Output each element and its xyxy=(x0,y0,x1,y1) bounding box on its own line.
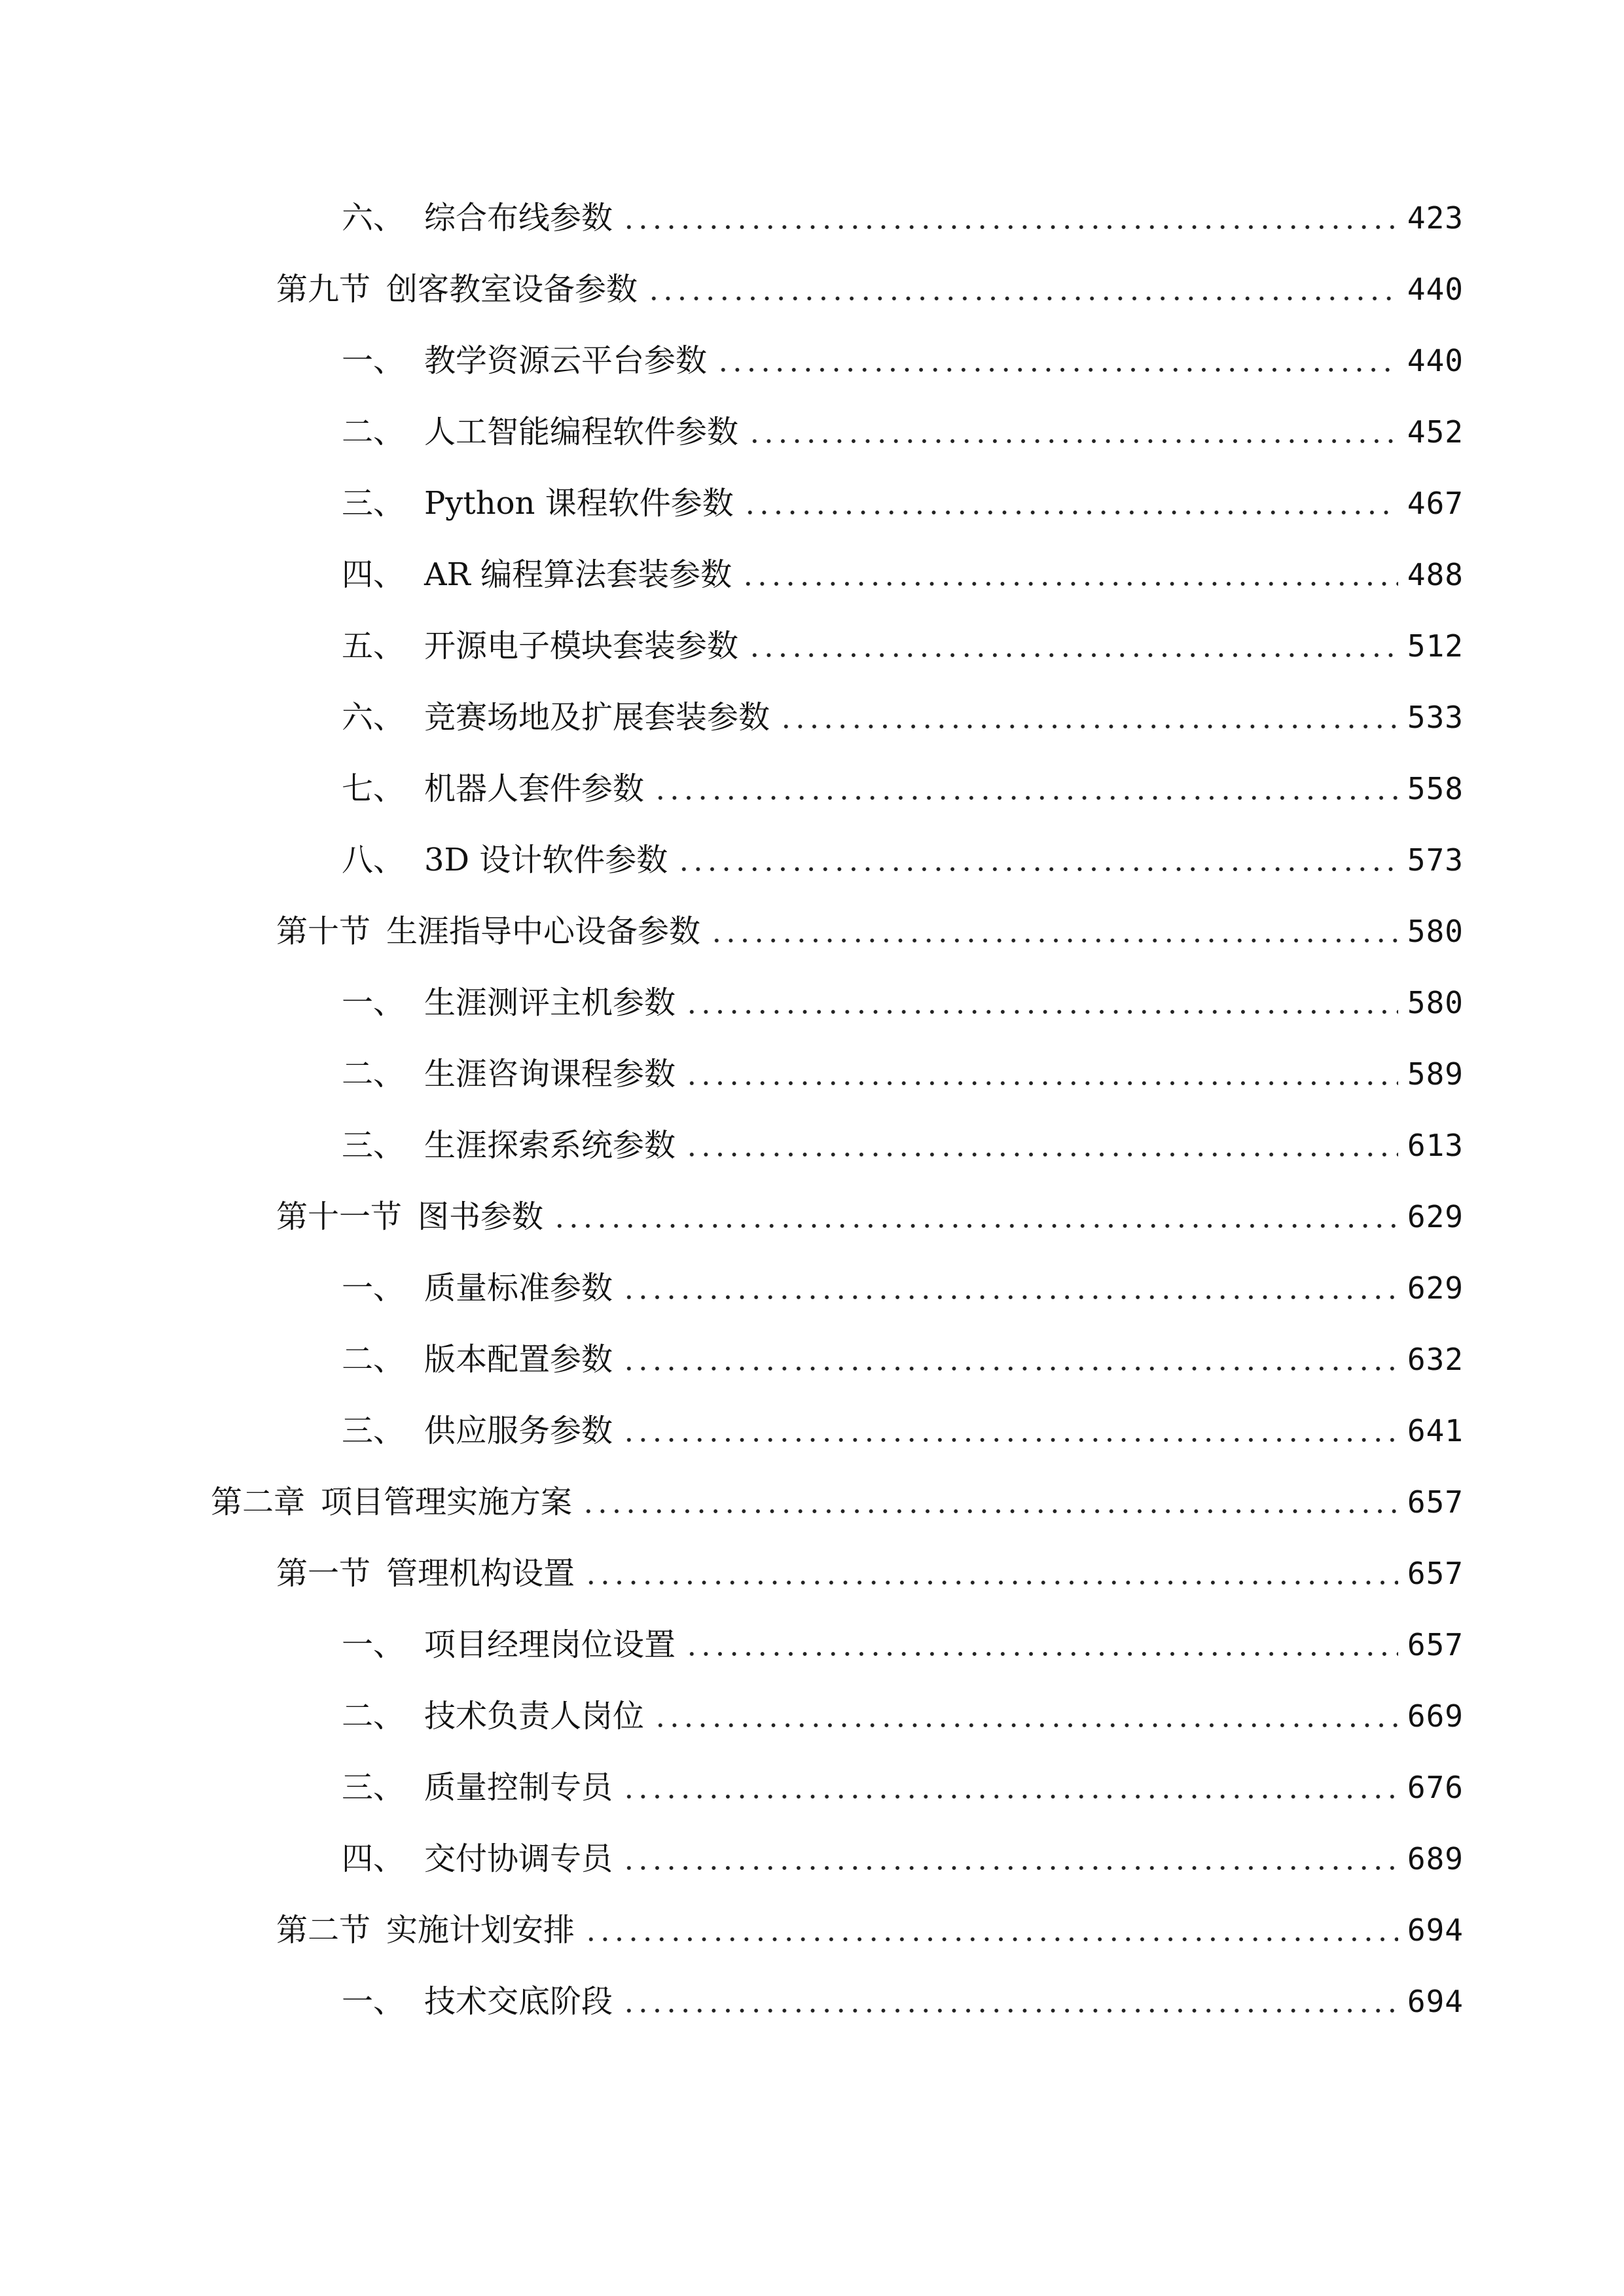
toc-entry-number: 二、 xyxy=(342,1698,405,1734)
toc-entry-title: AR 编程算法套装参数 xyxy=(424,556,732,593)
toc-entry[interactable] xyxy=(276,1191,1464,1243)
toc-dot-leader xyxy=(581,1509,1398,1514)
toc-entry-number: 六、 xyxy=(342,699,405,736)
toc-entry[interactable] xyxy=(342,834,1464,886)
toc-dot-leader xyxy=(647,296,1398,301)
toc-entry-title: 生涯测评主机参数 xyxy=(424,984,676,1021)
toc-dot-leader xyxy=(622,1366,1398,1371)
toc-entry-title: 生涯探索系统参数 xyxy=(424,1127,676,1164)
toc-dot-leader xyxy=(653,795,1398,800)
toc-dot-leader xyxy=(622,1865,1398,1871)
toc-entry-title: 版本配置参数 xyxy=(424,1341,613,1378)
toc-entry-number: 四、 xyxy=(342,1840,405,1877)
toc-entry[interactable] xyxy=(211,1476,1464,1528)
toc-entry-title: 竞赛场地及扩展套装参数 xyxy=(424,699,770,736)
toc-entry[interactable] xyxy=(342,1833,1464,1885)
toc-dot-leader xyxy=(622,224,1398,230)
toc-entry-title: 管理机构设置 xyxy=(386,1555,575,1592)
toc-entry-title: 图书参数 xyxy=(418,1198,544,1235)
toc-page-number: 573 xyxy=(1407,842,1464,878)
toc-dot-leader xyxy=(653,1723,1398,1728)
toc-dot-leader xyxy=(743,510,1398,515)
toc-page-number: 488 xyxy=(1407,557,1464,592)
toc-page-number: 694 xyxy=(1407,1984,1464,2019)
toc-entry[interactable] xyxy=(342,977,1464,1029)
toc-page-number: 657 xyxy=(1407,1484,1464,1520)
toc-dot-leader xyxy=(779,724,1398,729)
toc-page-number: 512 xyxy=(1407,628,1464,664)
toc-entry[interactable] xyxy=(342,620,1464,672)
toc-dot-leader xyxy=(741,581,1398,586)
toc-dot-leader xyxy=(622,1794,1398,1799)
toc-entry-title: 质量控制专员 xyxy=(424,1769,613,1806)
toc-entry-number: 三、 xyxy=(342,1127,405,1164)
toc-entry[interactable] xyxy=(342,1405,1464,1457)
toc-entry-title: 机器人套件参数 xyxy=(424,770,645,807)
toc-dot-leader xyxy=(552,1223,1398,1229)
toc-entry-title: 技术负责人岗位 xyxy=(424,1698,645,1734)
toc-dot-leader xyxy=(716,367,1398,372)
toc-entry-number: 三、 xyxy=(342,1412,405,1449)
toc-dot-leader xyxy=(685,1009,1398,1014)
toc-entry-number: 一、 xyxy=(342,984,405,1021)
toc-entry[interactable] xyxy=(342,548,1464,601)
toc-entry-title: 综合布线参数 xyxy=(424,200,613,236)
toc-page-number: 669 xyxy=(1407,1698,1464,1734)
toc-entry-number: 第十节 xyxy=(276,913,371,950)
toc-entry[interactable] xyxy=(342,1761,1464,1814)
toc-page-number: 629 xyxy=(1407,1199,1464,1234)
toc-entry-number: 第九节 xyxy=(276,271,371,308)
toc-page-number: 632 xyxy=(1407,1342,1464,1377)
toc-dot-leader xyxy=(685,1651,1398,1657)
toc-dot-leader xyxy=(622,1437,1398,1443)
toc-entry-number: 七、 xyxy=(342,770,405,807)
toc-dot-leader xyxy=(748,653,1398,658)
toc-entry-number: 三、 xyxy=(342,1769,405,1806)
toc-entry-number: 四、 xyxy=(342,556,405,593)
toc-entry[interactable] xyxy=(342,192,1464,244)
toc-dot-leader xyxy=(584,1937,1398,1942)
toc-entry-number: 五、 xyxy=(342,628,405,664)
toc-entry[interactable] xyxy=(342,1119,1464,1172)
toc-entry[interactable] xyxy=(342,762,1464,815)
toc-page-number: 533 xyxy=(1407,700,1464,735)
toc-entry[interactable] xyxy=(276,1904,1464,1956)
toc-entry-number: 二、 xyxy=(342,414,405,450)
toc-entry-title: 创客教室设备参数 xyxy=(386,271,638,308)
toc-dot-leader xyxy=(710,938,1398,943)
toc-entry-title: 教学资源云平台参数 xyxy=(424,342,708,379)
toc-page-number: 440 xyxy=(1407,343,1464,378)
toc-dot-leader xyxy=(748,439,1398,444)
toc-page-number: 657 xyxy=(1407,1556,1464,1591)
toc-entry[interactable] xyxy=(342,406,1464,458)
toc-entry[interactable] xyxy=(276,1547,1464,1600)
toc-entry-number: 一、 xyxy=(342,1626,405,1663)
toc-entry-title: 人工智能编程软件参数 xyxy=(424,414,739,450)
toc-entry-number: 第一节 xyxy=(276,1555,371,1592)
toc-page-number: 641 xyxy=(1407,1413,1464,1448)
toc-entry-title: 生涯咨询课程参数 xyxy=(424,1056,676,1092)
toc-entry-title: 开源电子模块套装参数 xyxy=(424,628,739,664)
toc-entry-title: 3D 设计软件参数 xyxy=(424,842,668,878)
toc-entry-title: 项目管理实施方案 xyxy=(321,1484,573,1520)
toc-page-number: 689 xyxy=(1407,1841,1464,1876)
toc-page-number: 467 xyxy=(1407,486,1464,521)
toc-entry-number: 一、 xyxy=(342,1983,405,2020)
toc-entry[interactable] xyxy=(276,905,1464,958)
toc-entry-title: 实施计划安排 xyxy=(386,1912,575,1948)
toc-page-number: 694 xyxy=(1407,1912,1464,1948)
toc-entry[interactable] xyxy=(342,334,1464,387)
toc-page-number: 452 xyxy=(1407,414,1464,450)
toc-entry-title: 质量标准参数 xyxy=(424,1270,613,1306)
toc-page-number: 580 xyxy=(1407,985,1464,1020)
toc-page-number: 676 xyxy=(1407,1770,1464,1805)
toc-entry-title: 供应服务参数 xyxy=(424,1412,613,1449)
toc-page-number: 580 xyxy=(1407,914,1464,949)
toc-entry[interactable] xyxy=(342,477,1464,529)
toc-entry-number: 三、 xyxy=(342,485,405,522)
toc-page-number: 613 xyxy=(1407,1128,1464,1163)
toc-entry-title: 项目经理岗位设置 xyxy=(424,1626,676,1663)
toc-entry-number: 二、 xyxy=(342,1341,405,1378)
toc-entry-title: 交付协调专员 xyxy=(424,1840,613,1877)
toc-dot-leader xyxy=(622,2008,1398,2013)
toc-dot-leader xyxy=(677,867,1398,872)
toc-page-number: 629 xyxy=(1407,1270,1464,1306)
toc-entry[interactable] xyxy=(342,1975,1464,2028)
toc-entry[interactable] xyxy=(342,1262,1464,1314)
toc-dot-leader xyxy=(685,1152,1398,1157)
toc-dot-leader xyxy=(622,1295,1398,1300)
toc-page-number: 423 xyxy=(1407,200,1464,236)
toc-entry[interactable] xyxy=(342,1690,1464,1742)
toc-dot-leader xyxy=(584,1580,1398,1585)
toc-entry-title: 生涯指导中心设备参数 xyxy=(386,913,701,950)
toc-entry-number: 八、 xyxy=(342,842,405,878)
toc-entry-title: 技术交底阶段 xyxy=(424,1983,613,2020)
toc-entry[interactable] xyxy=(342,1333,1464,1386)
toc-entry-number: 二、 xyxy=(342,1056,405,1092)
toc-entry-number: 一、 xyxy=(342,342,405,379)
toc-entry[interactable] xyxy=(342,1048,1464,1100)
toc-entry[interactable] xyxy=(342,691,1464,744)
toc-entry-number: 六、 xyxy=(342,200,405,236)
toc-page-number: 558 xyxy=(1407,771,1464,806)
toc-entry[interactable] xyxy=(276,263,1464,315)
toc-dot-leader xyxy=(685,1081,1398,1086)
toc-entry-title: Python 课程软件参数 xyxy=(424,485,734,522)
toc-entry[interactable] xyxy=(342,1619,1464,1671)
toc-entry-number: 第二章 xyxy=(211,1484,306,1520)
toc-page-number: 589 xyxy=(1407,1056,1464,1092)
toc-entry-number: 一、 xyxy=(342,1270,405,1306)
toc-entry-number: 第十一节 xyxy=(276,1198,403,1235)
toc-page-number: 440 xyxy=(1407,272,1464,307)
toc-entry-number: 第二节 xyxy=(276,1912,371,1948)
toc-page-number: 657 xyxy=(1407,1627,1464,1662)
